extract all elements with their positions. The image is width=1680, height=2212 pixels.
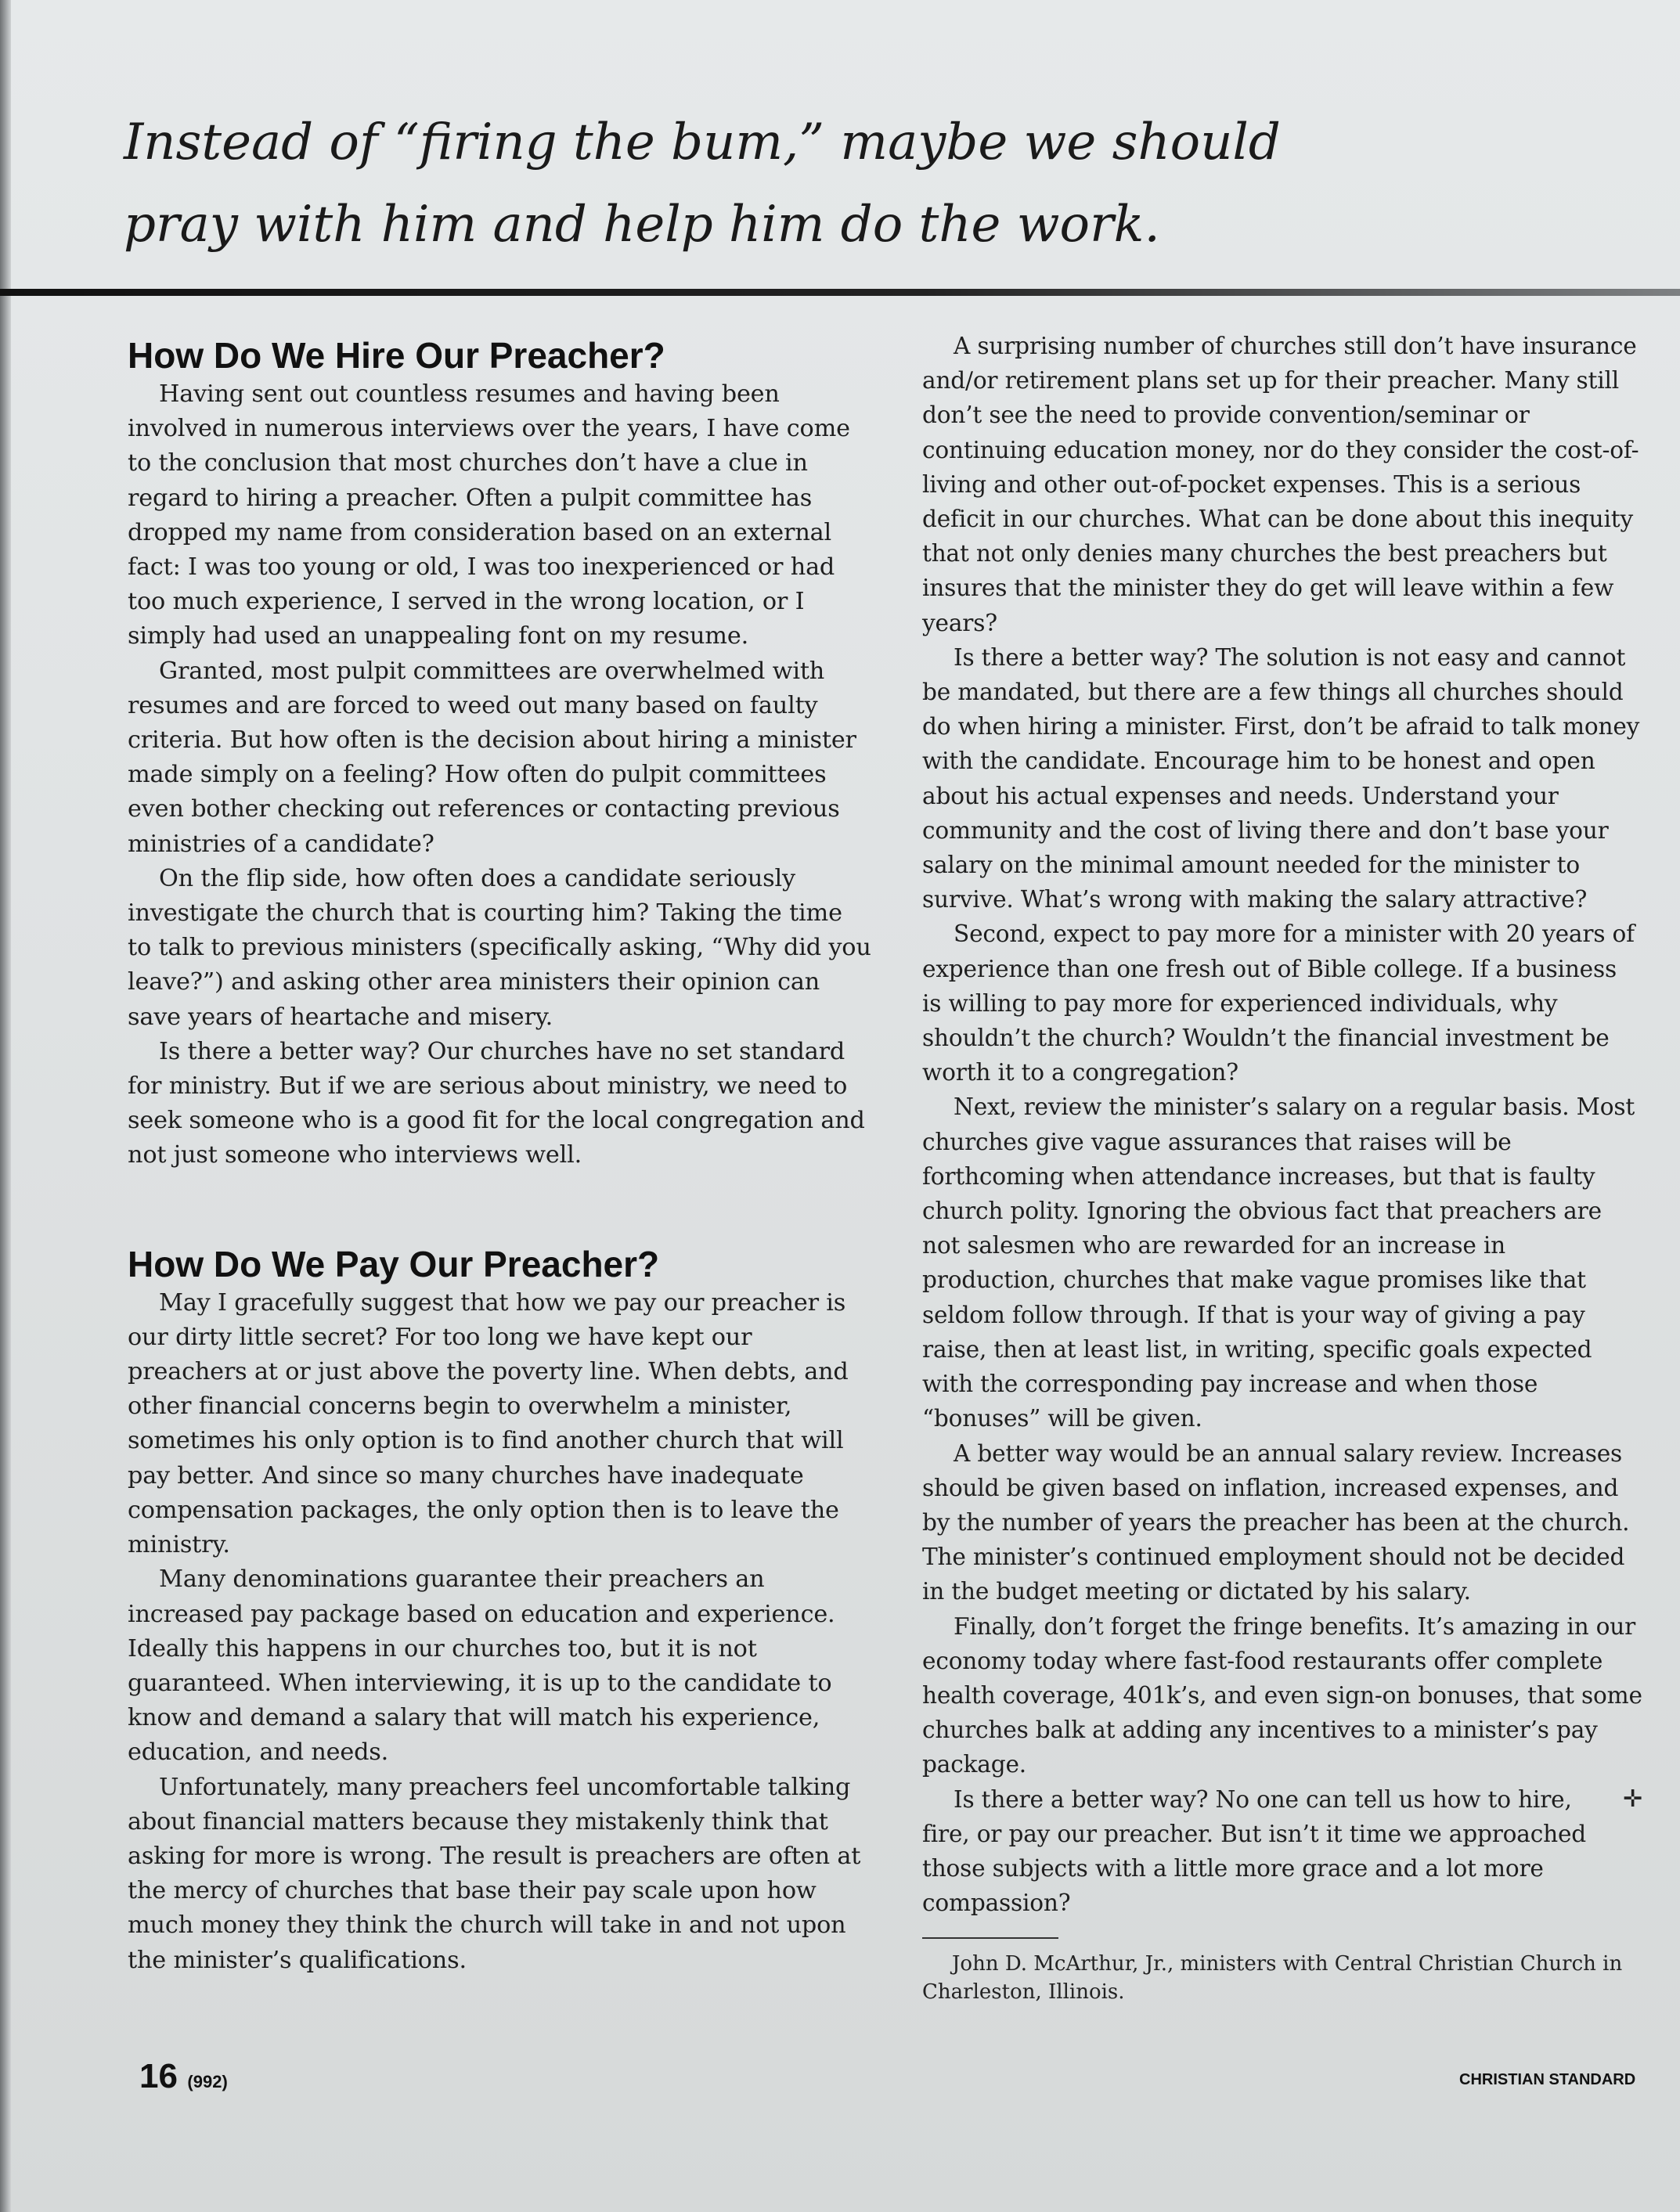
paragraph: May I gracefully suggest that how we pay our preacher is our dirty little secret? For too long we have kept our preachers at or just above the poverty line. When debts, and other financial concerns begin to overwhelm a minister, sometimes his only option is to find another church that will pay better. And since so many churches have inadequate compensation packages, the only option then is to leave the ministry. [128, 1288, 849, 1559]
end-mark-icon: ✛ [1623, 1785, 1642, 1813]
paragraph: Finally, don’t forget the fringe benefits. It’s amazing in our economy today where fast-food restaurants offer complete health coverage, 401k’s, and even sign-on bonuses, that some churches balk at adding any incentives to a minister’s pay package. [922, 1612, 1642, 1778]
folio [139, 2057, 228, 2096]
paragraph: A better way would be an annual salary review. Increases should be given based on inflation, increased expenses, and by the number of years the preacher has been at the church. The minister’s continued employment should not be decided in the budget meeting or dictated by his salary. [922, 1439, 1630, 1605]
paragraph: Having sent out countless resumes and having been involved in numerous interviews over the years, I have come to the conclusion that most churches don’t have a clue in regard to hiring a preacher. Often a pulpit committee has dropped my name from consideration based on an external fact: I was too young or old, I was too inexperienced or had too much experience, I served in the wrong location, or I simply had used an unappealing font on my resume. [128, 380, 850, 650]
section-heading-pay: How Do We Pay Our Preacher? [128, 1243, 660, 1284]
paragraph: Unfortunately, many preachers feel uncomfortable talking about financial matters because they mistakenly think that asking for more is wrong. The result is preachers are often at the mercy of churches that base their pay scale upon how much money they think the church will take in and not upon the minister’s qualifications. [128, 1773, 861, 1974]
paragraph: Is there a better way? The solution is not easy and cannot be mandated, but there are a few things all churches should do when hiring a minister. First, don’t be afraid to talk money with the candidate. Encourage him to be honest and open about his actual expenses and needs. Understand your community and the cost of living there and don’t base your salary on the minimal amount needed for the minister to survive. What’s wrong with making the salary attractive? [922, 643, 1640, 913]
paragraph: A surprising number of churches still don’t have insurance and/or retirement plans set up for their preacher. Many still don’t see the need to provide convention/seminar or continuing education money, nor do they consider the cost-of-living and other out-of-pocket expenses. This is a serious deficit in our churches. What can be done about this inequity that not only denies many churches the best preachers but insures that the minister they do get will leave within a few years? [922, 333, 1639, 636]
page-number: 16 [139, 2057, 178, 2095]
paragraph: Is there a better way? Our churches have no set standard for ministry. But if we are serious about ministry, we need to seek someone who is a good fit for the local congregation and not just someone who interviews well. [128, 1037, 865, 1169]
pull-quote-line-2: pray with him and help him do the work. [124, 196, 1160, 254]
magazine-name: CHRISTIAN STANDARD [1459, 2071, 1636, 2088]
pull-quote [124, 102, 1455, 266]
paragraph-final [922, 1782, 1642, 1921]
issue-page-number: (992) [187, 2072, 228, 2091]
left-column [128, 329, 871, 1978]
paragraph-final-text: Is there a better way? No one can tell us how to hire, fire, or pay our preacher. But isn’t it time we approached those subjects with a little more grace and a lot more compassion? [922, 1785, 1587, 1917]
right-column [922, 329, 1642, 2006]
section-heading-hire: How Do We Hire Our Preacher? [128, 335, 665, 376]
bio-divider [922, 1937, 1058, 1939]
paragraph: On the flip side, how often does a candidate seriously investigate the church that is courting him? Taking the time to talk to previous ministers (specifically asking, “Why did you leave?”) and asking other area ministers their opinion can save years of heartache and misery. [128, 864, 871, 1031]
header-rule [0, 289, 1680, 296]
paragraph: Second, expect to pay more for a minister with 20 years of experience than one fresh out of Bible college. If a business is willing to pay more for experienced individuals, why shouldn’t the church? Wouldn’t the financial investment be worth it to a congregation? [922, 920, 1635, 1086]
paragraph: Many denominations guarantee their preachers an increased pay package based on education and experience. Ideally this happens in our churches too, but it is not guaranteed. When interviewing, it is up to the candidate to know and demand a salary that will match his experience, education, and needs. [128, 1565, 835, 1767]
author-bio: John D. McArthur, Jr., ministers with Central Christian Church in Charleston, Illinois. [922, 1952, 1623, 2005]
pull-quote-line-1: Instead of “firing the bum,” maybe we should [124, 113, 1281, 171]
paragraph: Granted, most pulpit committees are overwhelmed with resumes and are forced to weed out many based on faulty criteria. But how often is the decision about hiring a minister made simply on a feeling? How often do pulpit committees even bother checking out references or contacting previous ministries of a candidate? [128, 657, 856, 858]
paragraph: Next, review the minister’s salary on a regular basis. Most churches give vague assurances that raises will be forthcoming when attendance increases, but that is faulty church polity. Ignoring the obvious fact that preachers are not salesmen who are rewarded for an increase in production, churches that make vague promises like that seldom follow through. If that is your way of giving a pay raise, then at least list, in writing, specific goals expected with the corresponding pay increase and when those “bonuses” will be given. [922, 1093, 1635, 1432]
page-gutter-shadow [0, 0, 11, 2212]
